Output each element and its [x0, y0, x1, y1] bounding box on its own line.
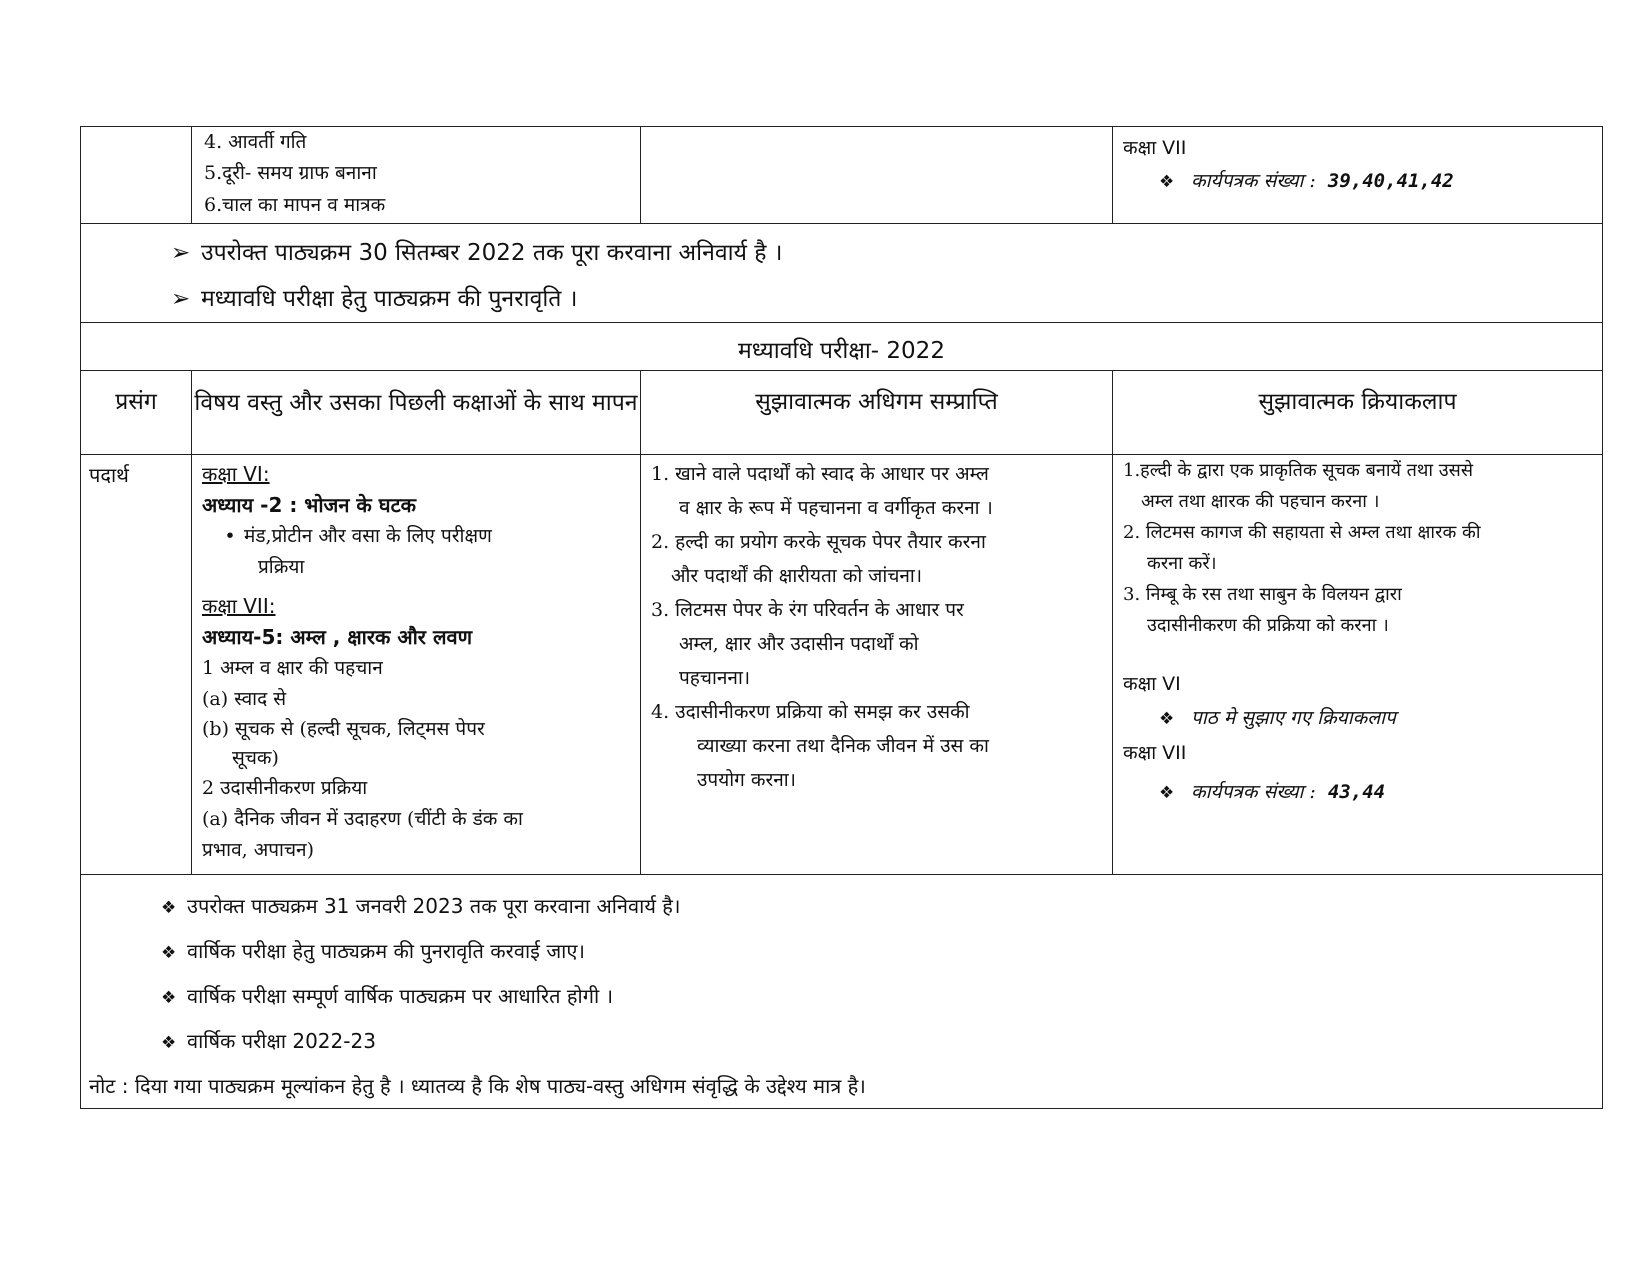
list-item-cont: प्रक्रिया [258, 556, 305, 578]
bullet-icon: • [224, 525, 236, 547]
list-item [202, 521, 640, 552]
outcome-cell [641, 455, 1113, 875]
chapter-title: अध्याय -2 : भोजन के घटक [202, 493, 417, 517]
content-line: 2 उदासीनीकरण प्रक्रिया [202, 777, 368, 799]
footer-item [89, 885, 1602, 930]
outcome-line: व्याख्या करना तथा दैनिक जीवन में उस का [697, 735, 989, 757]
diamond-bullet-icon: ❖ [1159, 709, 1175, 729]
outcome-cell-empty [641, 127, 1113, 224]
content-line: 6.चाल का मापन व मात्रक [204, 194, 386, 216]
activity-line: 2. लिटमस कागज की सहायता से अम्ल तथा क्षारक की [1123, 522, 1481, 543]
outcome-line: 4. उदासीनीकरण प्रक्रिया को समझ कर उसकी [651, 701, 970, 723]
notice-text: मध्यावधि परीक्षा हेतु पाठ्यक्रम की पुनरावृति । [201, 286, 578, 312]
footer-item [89, 975, 1602, 1020]
outcome-line: 3. लिटमस पेपर के रंग परिवर्तन के आधार पर [651, 599, 964, 621]
outcome-line: पहचानना। [679, 667, 751, 689]
header-activities: सुझावात्मक क्रियाकलाप [1113, 371, 1603, 455]
activity-suggestion-text: पाठ मे सुझाए गए क्रियाकलाप [1191, 707, 1396, 729]
activity-line: अम्ल तथा क्षारक की पहचान करना । [1141, 491, 1380, 512]
worksheet-numbers: 39,40,41,42 [1327, 170, 1454, 192]
diamond-bullet-icon: ❖ [1159, 172, 1175, 192]
footer-item-text: वार्षिक परीक्षा 2022-23 [187, 1029, 376, 1053]
notice-text: उपरोक्त पाठ्यक्रम 30 सितम्बर 2022 तक पूरा करवाना अनिवार्य है । [201, 240, 783, 266]
footer-item-text: वार्षिक परीक्षा सम्पूर्ण वार्षिक पाठ्यक्रम पर आधारित होगी । [187, 984, 614, 1008]
continuation-row [81, 127, 1603, 224]
outcome-line: उपयोग करना। [697, 769, 796, 791]
list-item-text: मंड,प्रोटीन और वसा के लिए परीक्षण [244, 525, 492, 547]
outcome-line: व क्षार के रूप में पहचानना व वर्गीकृत करना । [679, 497, 993, 519]
worksheet-label: कार्यपत्रक संख्या : [1191, 781, 1316, 803]
topic-cell: पदार्थ [81, 455, 192, 875]
footer-note: नोट : दिया गया पाठ्यक्रम मूल्यांकन हेतु है । ध्यातव्य है कि शेष पाठ्य-वस्तु अधिगम संवृद्धि के उद्देश्य मात्र है। [89, 1074, 866, 1098]
syllabus-page [80, 126, 1602, 1109]
worksheet-line [1123, 770, 1602, 815]
footer-row [81, 875, 1603, 1109]
footer-item-text: उपरोक्त पाठ्यक्रम 31 जनवरी 2023 तक पूरा करवाना अनिवार्य है। [187, 894, 681, 918]
diamond-bullet-icon: ❖ [161, 988, 177, 1008]
footer-item-text: वार्षिक परीक्षा हेतु पाठ्यक्रम की पुनरावृति करवाई जाए। [187, 939, 585, 963]
activity-line: उदासीनीकरण की प्रक्रिया को करना । [1147, 615, 1389, 636]
exam-title-row [81, 323, 1603, 371]
content-line: 4. आवर्ती गति [204, 131, 307, 153]
outcome-line: 1. खाने वाले पदार्थों को स्वाद के आधार पर अम्ल [651, 463, 989, 485]
content-line: (a) स्वाद से [202, 688, 287, 710]
notice-line [171, 230, 1602, 276]
content-line: (b) सूचक से (हल्दी सूचक, लिट्मस पेपर [202, 718, 485, 740]
worksheet-label: कार्यपत्रक संख्या : [1191, 170, 1316, 192]
arrow-bullet-icon: ➢ [171, 286, 191, 312]
diamond-bullet-icon: ❖ [1159, 783, 1175, 803]
worksheet-line [1123, 165, 1602, 198]
worksheet-numbers: 43,44 [1327, 781, 1386, 803]
notice-line [171, 276, 1602, 322]
class-label: कक्षा VII [1123, 137, 1187, 159]
activity-line: 3. निम्बू के रस तथा साबुन के विलयन द्वारा [1123, 584, 1402, 605]
header-row [81, 371, 1603, 455]
content-row [81, 455, 1603, 875]
class-label: कक्षा VII: [202, 594, 276, 618]
content-line: 5.दूरी- समय ग्राफ बनाना [204, 162, 377, 184]
diamond-bullet-icon: ❖ [161, 898, 177, 918]
header-topic: प्रसंग [81, 371, 192, 455]
content-line: 1 अम्ल व क्षार की पहचान [202, 657, 383, 679]
activity-line: करना करें। [1147, 553, 1217, 574]
topic-cell-empty [81, 127, 192, 224]
exam-title: मध्यावधि परीक्षा- 2022 [81, 323, 1603, 371]
class-label: कक्षा VI [1123, 673, 1181, 695]
outcome-line: 2. हल्दी का प्रयोग करके सूचक पेपर तैयार करना [651, 531, 986, 553]
content-line: सूचक) [232, 747, 279, 769]
outcome-line: और पदार्थों की क्षारीयता को जांचना। [671, 565, 923, 587]
arrow-bullet-icon: ➢ [171, 240, 191, 266]
activity-cell [1113, 127, 1603, 224]
notice-cell [81, 224, 1603, 323]
footer-cell [81, 875, 1603, 1109]
activity-cell [1113, 455, 1603, 875]
diamond-bullet-icon: ❖ [161, 1033, 177, 1053]
activity-suggestion [1123, 701, 1602, 736]
header-content: विषय वस्तु और उसका पिछली कक्षाओं के साथ मापन [192, 371, 641, 455]
outcome-line: अम्ल, क्षार और उदासीन पदार्थों को [679, 633, 919, 655]
chapter-title: अध्याय-5: अम्ल , क्षारक और लवण [202, 625, 473, 649]
header-outcomes: सुझावात्मक अधिगम सम्प्राप्ति [641, 371, 1113, 455]
class-label: कक्षा VII [1123, 742, 1187, 764]
notice-row [81, 224, 1603, 323]
content-line: (a) दैनिक जीवन में उदाहरण (चींटी के डंक का [202, 808, 523, 830]
class-label: कक्षा VI: [202, 462, 270, 486]
syllabus-table [80, 126, 1603, 1109]
footer-item [89, 930, 1602, 975]
content-cell [192, 455, 641, 875]
content-cell [192, 127, 641, 224]
content-line: प्रभाव, अपाचन) [202, 839, 314, 861]
activity-line: 1.हल्दी के द्वारा एक प्राकृतिक सूचक बनायें तथा उससे [1123, 460, 1474, 481]
footer-item [89, 1020, 1602, 1065]
diamond-bullet-icon: ❖ [161, 943, 177, 963]
